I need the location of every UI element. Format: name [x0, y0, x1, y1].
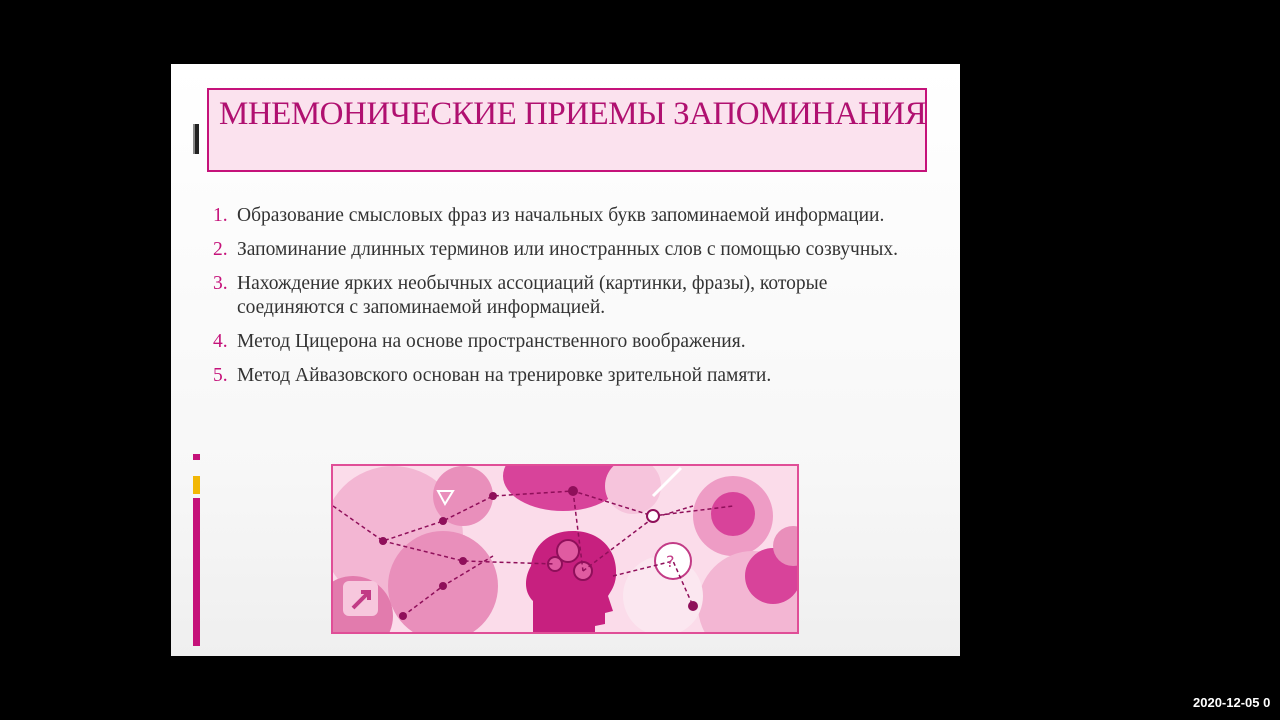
list-item: [213, 330, 913, 354]
item-text: Образование смысловых фраз из начальных букв запоминаемой информации.: [237, 205, 885, 226]
item-text: Нахождение ярких необычных ассоциаций (картинки, фразы), которые соединяются с запоминаемой информацией.: [237, 273, 828, 318]
svg-text:?: ?: [666, 552, 675, 571]
item-number: 1.: [213, 205, 228, 226]
item-number: 3.: [213, 273, 228, 294]
slide-title: МНЕМОНИЧЕСКИЕ ПРИЕМЫ ЗАПОМИНАНИЯ: [219, 96, 927, 132]
item-number: 2.: [213, 239, 228, 260]
presentation-slide: [171, 64, 960, 656]
list-item: [213, 364, 913, 388]
item-text: Запоминание длинных терминов или иностранных слов с помощью созвучных.: [237, 239, 898, 260]
title-box: [207, 88, 927, 172]
item-text: Метод Цицерона на основе пространственного воображения.: [237, 331, 746, 352]
video-timestamp: 2020-12-05 0: [1193, 695, 1271, 710]
illustration-graphic: [333, 466, 797, 632]
list-item: [213, 238, 913, 262]
item-number: 4.: [213, 331, 228, 352]
accent-bar: [193, 454, 200, 646]
slide-marker: [193, 124, 199, 154]
head-network-illustration: [331, 464, 799, 634]
list-item: [213, 204, 913, 228]
item-text: Метод Айвазовского основан на тренировке зрительной памяти.: [237, 365, 772, 386]
item-number: 5.: [213, 365, 228, 386]
list-item: [213, 272, 913, 320]
technique-list: [213, 204, 913, 398]
